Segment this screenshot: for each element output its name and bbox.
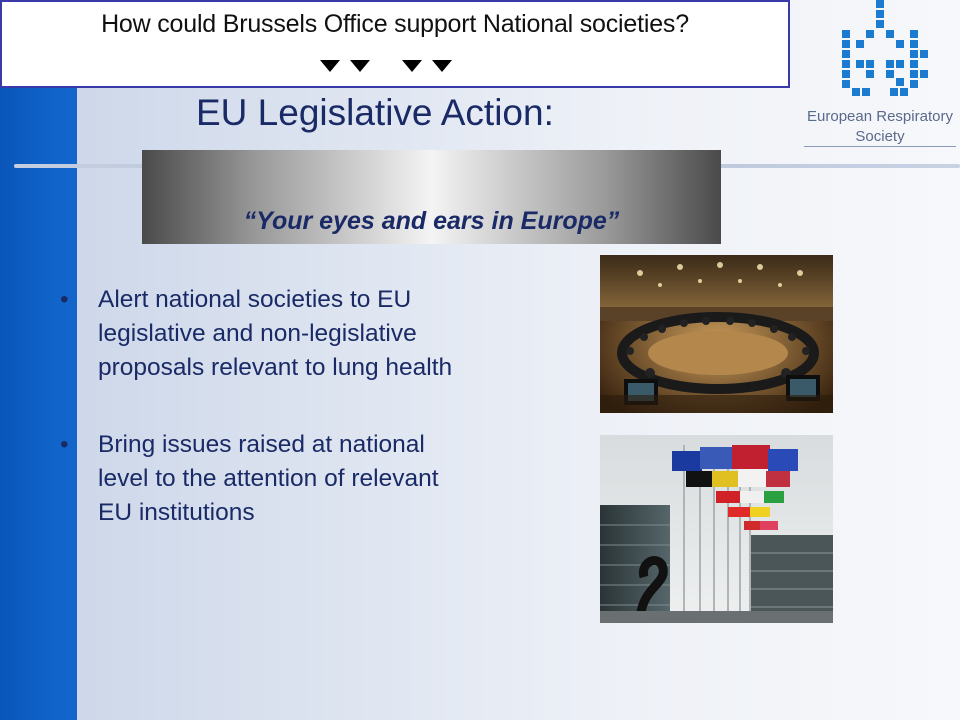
tagline-banner [142, 150, 721, 244]
tagline-text: “Your eyes and ears in Europe” [243, 207, 620, 235]
logo-text-line2: Society [855, 128, 905, 145]
logo-text-line1: European Respiratory [807, 108, 953, 125]
slide-title: EU Legislative Action: [196, 92, 554, 133]
lungs-logo-icon [800, 0, 960, 106]
down-arrow-icon [432, 60, 452, 72]
bullet-dot-icon: • [60, 286, 69, 313]
down-arrows [320, 60, 470, 76]
ers-logo [800, 0, 960, 160]
logo-underline [804, 146, 956, 147]
bullet-text: Alert national societies to EU legislative and non-legislative proposals relevant to lung health [98, 286, 453, 381]
eu-flags-photo [600, 435, 833, 623]
bullet-text: Bring issues raised at national level to the attention of relevant EU institutions [98, 431, 439, 526]
bullet-list [56, 283, 476, 530]
bullet-dot-icon: • [60, 431, 69, 459]
down-arrow-icon [320, 60, 340, 72]
council-meeting-photo [600, 255, 833, 413]
down-arrow-icon [350, 60, 370, 72]
bullet-item [56, 283, 476, 384]
down-arrow-icon [402, 60, 422, 72]
question-text: How could Brussels Office support National societies? [101, 10, 689, 38]
bullet-item [56, 428, 476, 529]
question-callout [0, 0, 790, 88]
